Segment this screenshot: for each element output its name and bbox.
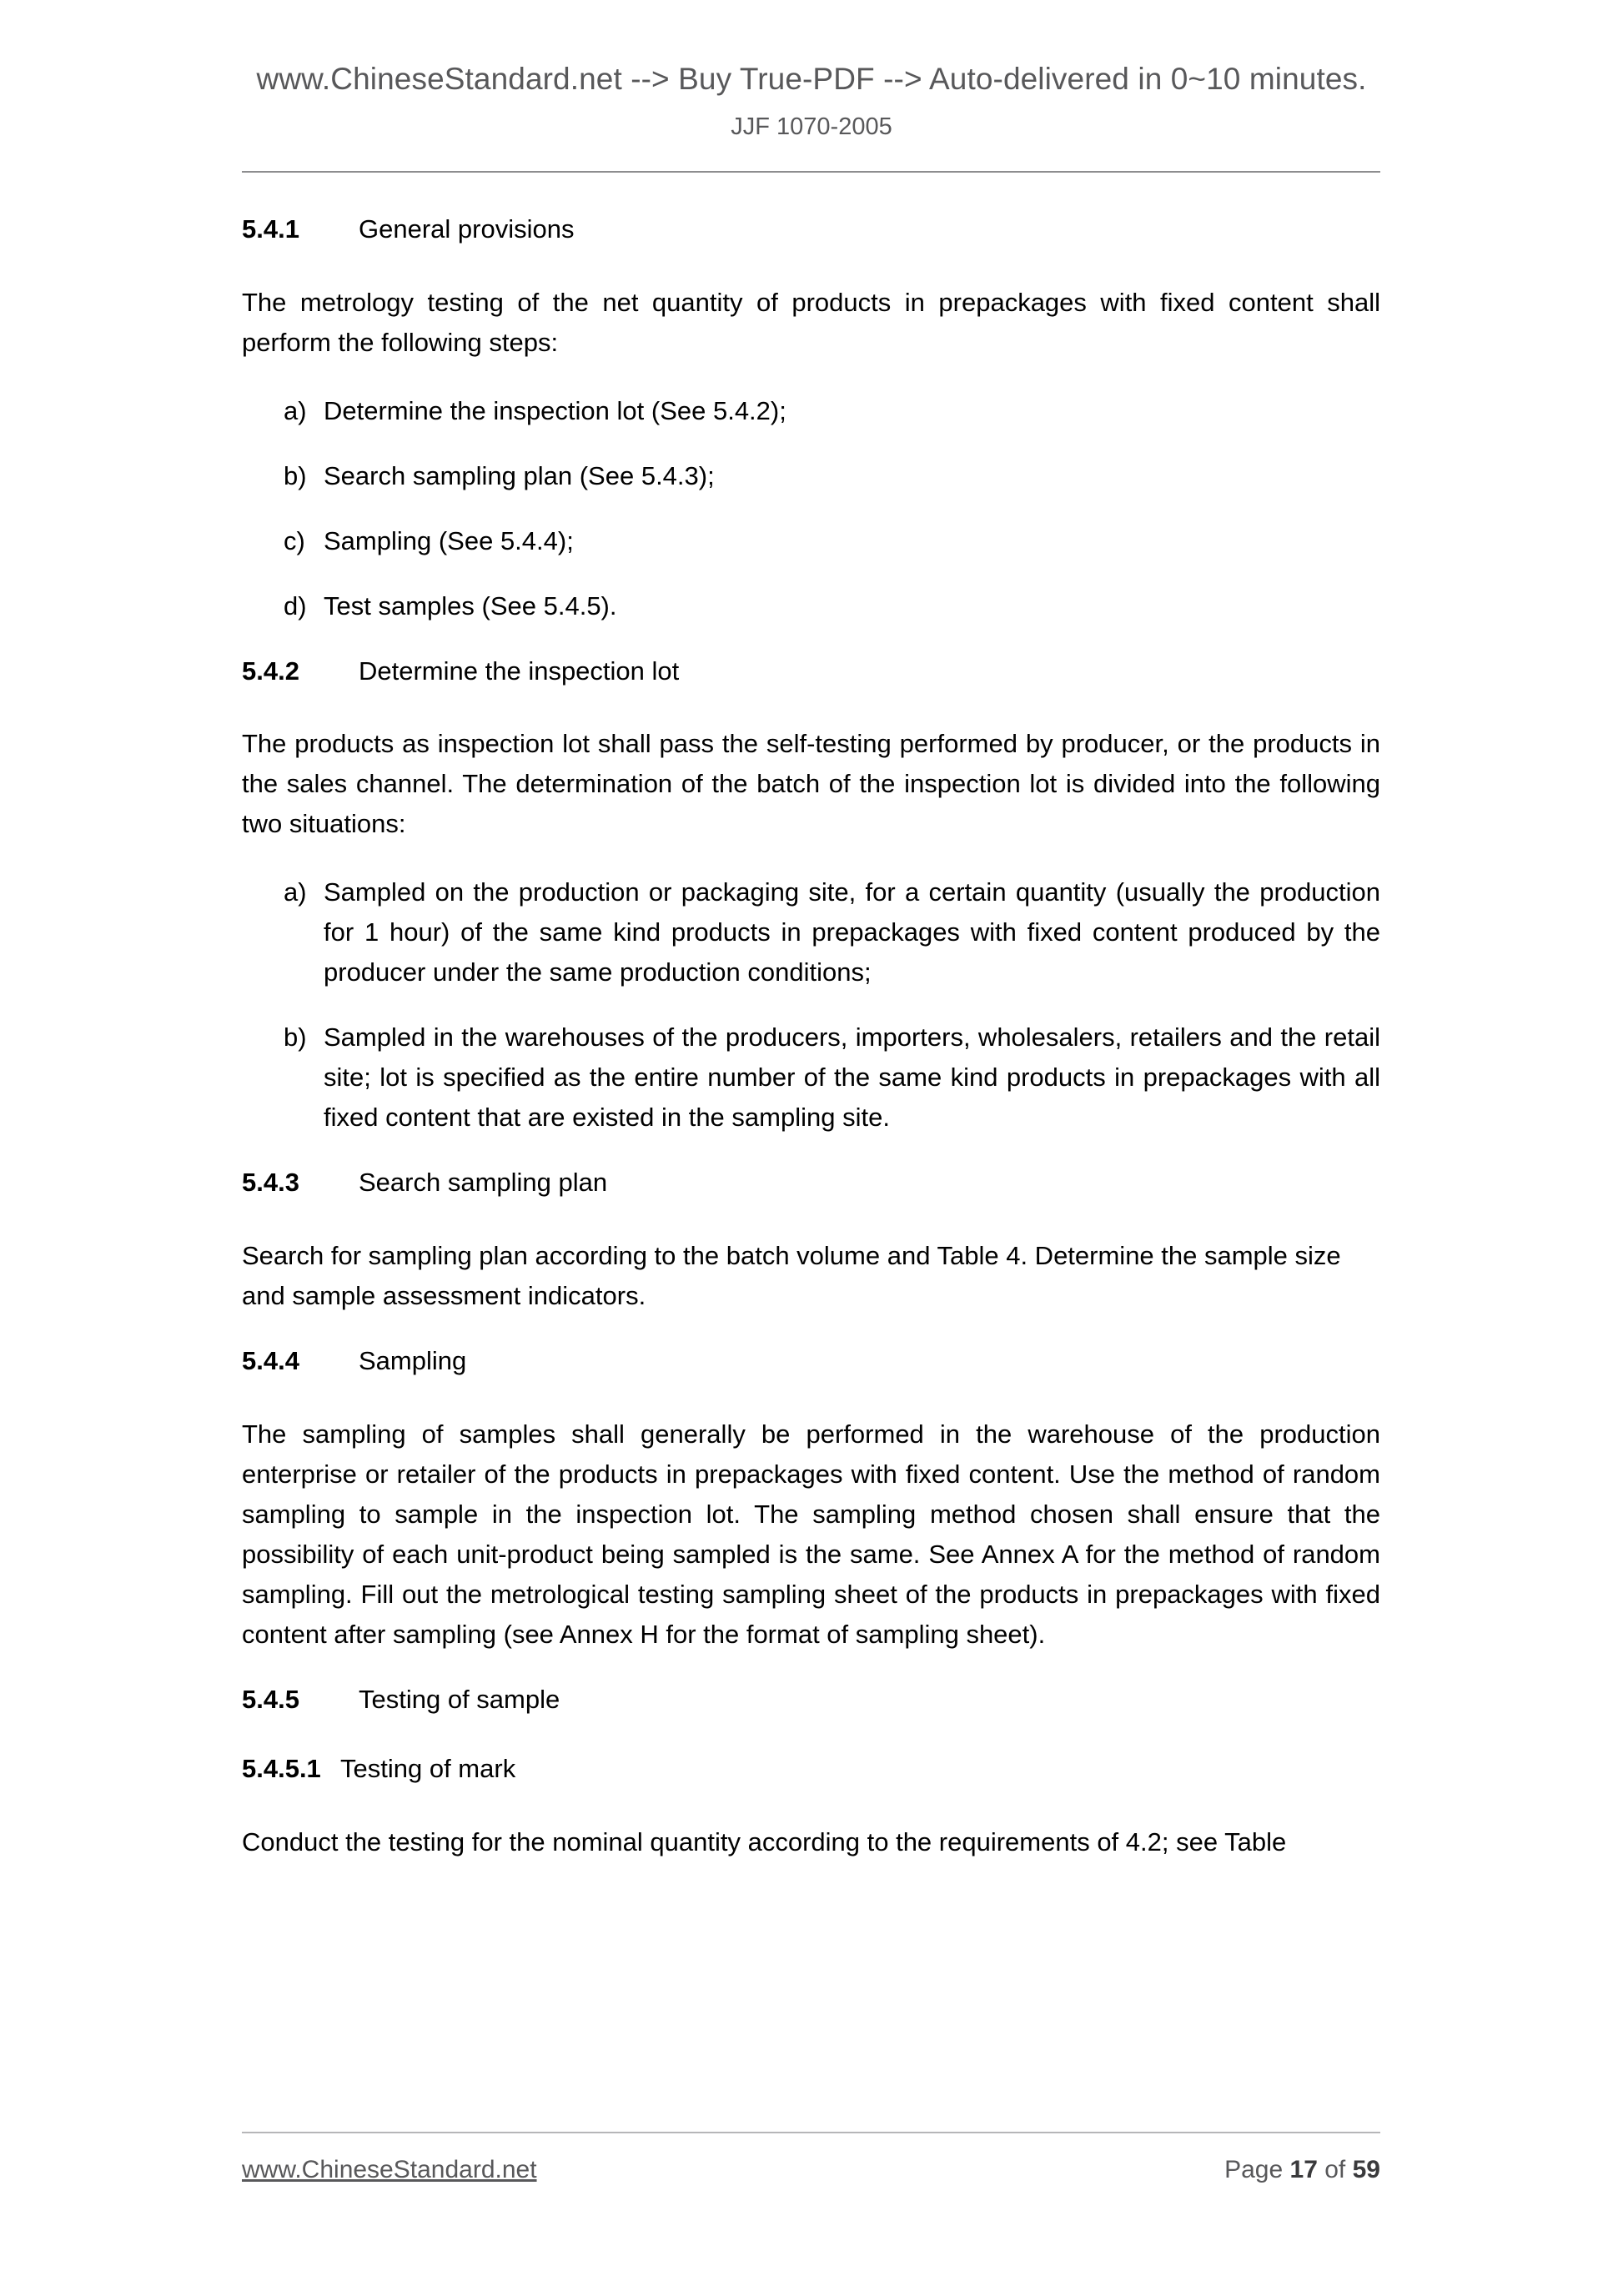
- list-item: [242, 872, 1380, 992]
- list-marker: b): [284, 460, 307, 490]
- page-footer: [242, 2155, 1380, 2185]
- paragraph-5-4-3-body: Search for sampling plan according to the batch volume and Table 4. Determine the sample size and sample assessment indicators.: [242, 1241, 1341, 1311]
- footer-divider: [242, 2132, 1380, 2133]
- list-item-text: Search sampling plan (See 5.4.3);: [324, 460, 715, 490]
- heading-label: Search sampling plan: [359, 1168, 608, 1198]
- heading-label: Sampling: [359, 1346, 467, 1376]
- list-item: [242, 586, 1380, 626]
- heading-number: 5.4.5: [242, 1684, 299, 1714]
- heading-label: General provisions: [359, 214, 575, 244]
- heading-label: Testing of mark: [340, 1754, 516, 1784]
- paragraph-5-4-1-intro: The metrology testing of the net quantity of products in prepackages with fixed content shall perform the following steps:: [242, 287, 1380, 357]
- page-number: [1224, 2155, 1380, 2185]
- list-item: [242, 391, 1380, 431]
- list-item: [242, 456, 1380, 496]
- footer-site-link[interactable]: www.ChineseStandard.net: [242, 2156, 537, 2183]
- list-marker: a): [284, 395, 307, 425]
- list-5-4-2-situations: [242, 872, 1380, 1138]
- heading-5-4-5: [242, 1683, 1380, 1716]
- list-item-text: Sampling (See 5.4.4);: [324, 525, 574, 555]
- heading-5-4-5-1: [242, 1752, 1380, 1786]
- promo-header-text: www.ChineseStandard.net --> Buy True-PDF --> Auto-delivered in 0~10 minutes.: [256, 62, 1367, 96]
- header-divider: [242, 171, 1380, 173]
- page-number-total: 59: [1352, 2156, 1380, 2183]
- page-number-current: 17: [1289, 2156, 1318, 2183]
- list-item-text: Test samples (See 5.4.5).: [324, 590, 617, 620]
- heading-5-4-2: [242, 655, 1380, 688]
- heading-number: 5.4.1: [242, 214, 299, 244]
- list-marker: a): [284, 877, 307, 907]
- list-marker: d): [284, 590, 307, 620]
- paragraph-5-4-4-body: The sampling of samples shall generally be performed in the warehouse of the production enterprise or retailer of the products in prepackages with fixed content. Use the method of random sampling to sample in the inspection lot. The sampling method chosen shall ensure that the possibility of each unit-product being sampled is the same. See Annex A for the method of random sampling. Fill out the metrological testing sampling sheet of the products in prepackages with fixed content after sampling (see Annex H for the format of sampling sheet).: [242, 1419, 1380, 1649]
- list-item-text: Sampled in the warehouses of the producers, importers, wholesalers, retailers and the retail site; lot is specified as the entire number of the same kind products in prepackages with all fixed content that are existed in the sampling site.: [324, 1022, 1380, 1133]
- page-number-mid: of: [1324, 2156, 1346, 2183]
- page-content: [242, 213, 1380, 1862]
- heading-label: Determine the inspection lot: [359, 656, 680, 686]
- list-item: [242, 1017, 1380, 1138]
- list-item: [242, 521, 1380, 561]
- heading-number: 5.4.5.1: [242, 1754, 321, 1784]
- document-code: JJF 1070-2005: [731, 113, 892, 140]
- list-5-4-1-steps: [242, 391, 1380, 626]
- heading-number: 5.4.4: [242, 1346, 299, 1376]
- heading-5-4-1: [242, 213, 1380, 246]
- list-marker: c): [284, 525, 305, 555]
- heading-5-4-4: [242, 1344, 1380, 1378]
- list-item-text: Determine the inspection lot (See 5.4.2);: [324, 395, 786, 425]
- list-item-text: Sampled on the production or packaging site, for a certain quantity (usually the production for 1 hour) of the same kind products in prepackages with fixed content produced by the producer under the same production conditions;: [324, 877, 1380, 987]
- list-marker: b): [284, 1022, 307, 1053]
- heading-number: 5.4.2: [242, 656, 299, 686]
- page-number-prefix: Page: [1224, 2156, 1284, 2183]
- heading-number: 5.4.3: [242, 1168, 299, 1198]
- paragraph-5-4-2-intro: The products as inspection lot shall pass the self-testing performed by producer, or the products in the sales channel. The determination of the batch of the inspection lot is divided into the following two situations:: [242, 729, 1380, 839]
- heading-label: Testing of sample: [359, 1684, 560, 1714]
- heading-5-4-3: [242, 1166, 1380, 1199]
- paragraph-5-4-5-1-body: Conduct the testing for the nominal quantity according to the requirements of 4.2; see Table: [242, 1827, 1287, 1857]
